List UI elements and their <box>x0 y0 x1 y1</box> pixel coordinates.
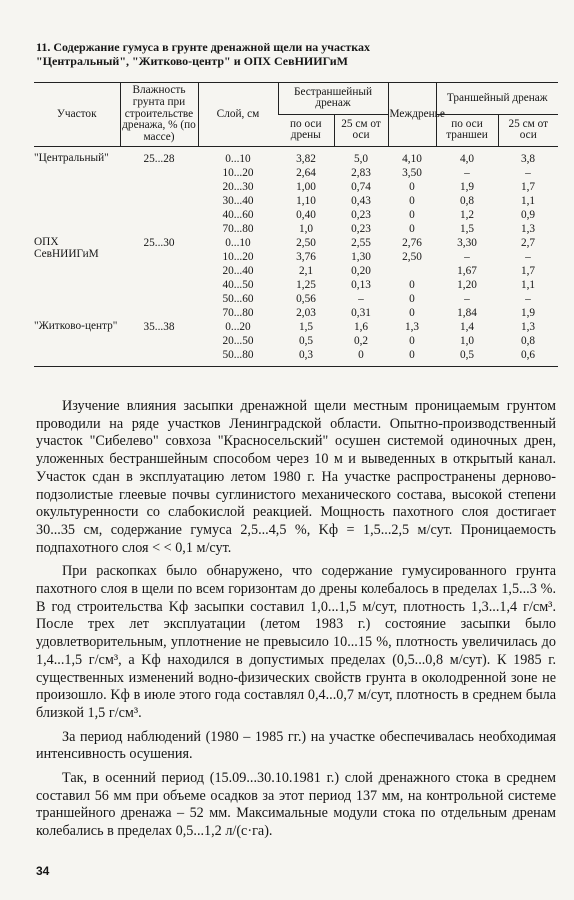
between-drains-cell: 2,50 <box>402 251 422 264</box>
empty-cell <box>120 209 198 223</box>
empty-cell <box>120 293 198 307</box>
trenchless-25cm-cell: 0,23 <box>351 223 371 236</box>
between-drains-cell: 0 <box>409 293 415 306</box>
layer-cell: 10...20 <box>222 167 254 180</box>
trenchless-axis-cell: 1,5 <box>298 321 314 334</box>
table-row <box>34 237 558 251</box>
table-row <box>34 307 558 321</box>
site-name: "Житково-центр" <box>34 319 118 332</box>
trench-axis-cell: 3,30 <box>457 237 477 250</box>
trenchless-25cm-cell: 0,74 <box>351 181 371 194</box>
empty-cell <box>34 209 120 223</box>
trench-axis-cell: 1,0 <box>459 335 475 348</box>
caption-line-2: "Центральный", "Житково-центр" и ОПХ СевНИИГиМ <box>36 54 348 68</box>
trenchless-25cm-cell: 0,31 <box>351 307 371 320</box>
moisture-value: 35...38 <box>143 321 175 334</box>
empty-cell <box>34 265 120 279</box>
empty-cell <box>120 223 198 237</box>
trench-axis-cell: 1,67 <box>457 265 477 278</box>
layer-cell: 40...50 <box>222 279 254 292</box>
empty-cell <box>120 195 198 209</box>
trenchless-axis-cell: 3,82 <box>296 153 316 166</box>
layer-cell: 0...10 <box>225 153 251 166</box>
between-drains-cell: 0 <box>409 195 415 208</box>
between-drains-cell: 0 <box>409 279 415 292</box>
paragraph-3: За период наблюдений (1980 – 1985 гг.) на участке обеспечивалась необходимая интенсивность осушения. <box>36 728 556 763</box>
layer-cell: 70...80 <box>222 307 254 320</box>
table-row <box>34 195 558 209</box>
body-text <box>36 398 556 841</box>
trenchless-axis-cell: 0,40 <box>296 209 316 222</box>
between-drains-cell: 4,10 <box>402 153 422 166</box>
trench-axis-cell: – <box>464 293 470 306</box>
trench-25cm-cell: 1,7 <box>520 265 536 278</box>
trench-25cm-cell: – <box>525 251 531 264</box>
table-row <box>34 321 558 335</box>
layer-cell: 20...30 <box>222 181 254 194</box>
empty-cell <box>120 181 198 195</box>
between-drains-cell: 0 <box>409 209 415 222</box>
trenchless-axis-cell: 1,10 <box>296 195 316 208</box>
layer-cell: 20...40 <box>222 265 254 278</box>
table-row <box>34 146 558 167</box>
trench-25cm-cell: 3,8 <box>520 153 536 166</box>
table-row <box>34 265 558 279</box>
between-drains-cell: 0 <box>409 307 415 320</box>
between-drains-cell: 1,3 <box>404 321 420 334</box>
header-trench-axis: по оси траншеи <box>436 114 498 146</box>
moisture-empty <box>120 167 198 181</box>
layer-cell: 0...10 <box>225 237 251 250</box>
trench-axis-cell: – <box>464 167 470 180</box>
trenchless-25cm-cell: 2,83 <box>351 167 371 180</box>
paragraph-1: Изучение влияния засыпки дренажной щели местным проницаемым грунтом проводили на ряде участков Ленинградской области. Опытно-производственный участок "Сибелево" совхоза "Красносельский" осушен системой одиночных дрен, уложенных бестраншейным способом через 10 м и выведенных в открытый канал. Участок сдан в эксплуатацию летом 1980 г. На участке распространены дерново-подзолистые глеевые почвы суглинистого механического состава, высокой степени окультуренности со слабокислой реакцией. Мощность пахотного слоя достигает 30...35 см, содержание гумуса 2,5...4,5 %, Kф = 1,5...2,5 м/сут. Проницаемость подпахотного слоя < < 0,1 м/сут. <box>36 398 556 556</box>
moisture-value: 25...28 <box>143 153 175 166</box>
trench-axis-cell: 1,20 <box>457 279 477 292</box>
between-drains-cell: 0 <box>409 223 415 236</box>
empty-cell <box>34 181 120 195</box>
empty-cell <box>34 307 120 321</box>
trench-axis-cell: 0,8 <box>459 195 475 208</box>
empty-cell <box>34 349 120 367</box>
trench-axis-cell: 1,9 <box>459 181 475 194</box>
trench-25cm-cell: 0,6 <box>498 349 558 367</box>
trenchless-25cm-cell: 5,0 <box>353 153 369 166</box>
trench-25cm-cell: 0,8 <box>520 335 536 348</box>
empty-cell <box>120 307 198 321</box>
layer-cell: 50...60 <box>222 293 254 306</box>
between-drains-cell <box>388 265 436 279</box>
site-name: ОПХ СевНИИГиМ <box>34 235 99 260</box>
trenchless-25cm-cell: 0,23 <box>351 209 371 222</box>
page-number: 34 <box>36 864 50 878</box>
layer-cell: 50...80 <box>198 349 278 367</box>
table-row <box>34 293 558 307</box>
trench-25cm-cell: 1,1 <box>520 195 536 208</box>
caption-line-1: 11. Содержание гумуса в грунте дренажной щели на участках <box>36 40 370 54</box>
humus-table <box>34 82 558 367</box>
moisture-value: 25...30 <box>143 237 175 250</box>
trenchless-25cm-cell: – <box>358 293 364 306</box>
trench-axis-cell: 1,5 <box>459 223 475 236</box>
layer-cell: 10...20 <box>222 251 254 264</box>
trenchless-25cm-cell: 1,30 <box>351 251 371 264</box>
empty-cell <box>120 279 198 293</box>
header-trenchless-25cm: 25 см от оси <box>334 114 388 146</box>
trenchless-axis-cell: 0,5 <box>298 335 314 348</box>
between-drains-cell: 3,50 <box>402 167 422 180</box>
empty-cell <box>34 293 120 307</box>
trench-25cm-cell: 0,9 <box>520 209 536 222</box>
trench-25cm-cell: 1,3 <box>520 321 536 334</box>
trench-25cm-cell: 1,1 <box>520 279 536 292</box>
layer-cell: 40...60 <box>222 209 254 222</box>
moisture-empty <box>120 251 198 265</box>
trenchless-25cm-cell: 0,13 <box>351 279 371 292</box>
between-drains-cell: 0 <box>388 349 436 367</box>
table-row <box>34 181 558 195</box>
table-row <box>34 223 558 237</box>
trench-25cm-cell: – <box>525 167 531 180</box>
paragraph-2: При раскопках было обнаружено, что содержание гумусированного грунта пахотного слоя в щели по всем горизонтам до дрены колебалось в пределах 1,5...3 %. В год строительства Kф засыпки составил 1,0...1,5 м/сут, плотность 1,3...1,4 г/см³. После трех лет эксплуатации (летом 1983 г.) состояние засыпки было удовлетворительным, уплотнение не превысило 10...15 %, плотность увеличилась до 1,4...1,5 г/см³, а Kф находился в допустимых пределах (0,5...0,8 м/сут). К 1985 г. существенных изменений водно-физических свойств грунта в околодренной зоне не произошло. Kф в июле этого года составлял 0,4...0,7 м/сут, плотность в среднем была близкой 1,5 г/см³. <box>36 563 556 721</box>
trench-axis-cell: 1,4 <box>459 321 475 334</box>
trenchless-axis-cell: 2,1 <box>298 265 314 278</box>
trench-axis-cell: 1,84 <box>457 307 477 320</box>
trenchless-axis-cell: 3,76 <box>296 251 316 264</box>
header-trenchless: Бестраншейный дренаж <box>278 83 388 115</box>
header-between-drains: Междренье <box>388 83 436 147</box>
site-name: "Центральный" <box>34 151 109 164</box>
table-row <box>34 349 558 367</box>
empty-cell <box>120 349 198 367</box>
paragraph-4: Так, в осенний период (15.09...30.10.1981 г.) слой дренажного стока в среднем составил 56 мм при объеме осадков за этот период 137 мм, на контрольной системе траншейного дренажа – 52 мм. Максимальные модули стока по отдельным дренам колебались в пределах 0,5...1,2 л/(с·га). <box>36 770 556 840</box>
trenchless-25cm-cell: 1,6 <box>353 321 369 334</box>
header-moisture: Влажность грунта при строительстве дренажа, % (по массе) <box>120 83 198 147</box>
trenchless-25cm-cell: 0,20 <box>351 265 371 278</box>
trench-25cm-cell: 2,7 <box>520 237 536 250</box>
trench-axis-cell: – <box>464 251 470 264</box>
trench-25cm-cell: 1,7 <box>520 181 536 194</box>
layer-cell: 20...50 <box>222 335 254 348</box>
table-caption <box>36 40 556 68</box>
header-trench: Траншейный дренаж <box>436 83 558 115</box>
trench-axis-cell: 4,0 <box>459 153 475 166</box>
trench-25cm-cell: – <box>525 293 531 306</box>
header-trenchless-axis: по оси дрены <box>278 114 334 146</box>
empty-cell <box>34 279 120 293</box>
layer-cell: 0...20 <box>225 321 251 334</box>
empty-cell <box>120 265 198 279</box>
moisture-empty <box>120 335 198 349</box>
empty-cell <box>34 223 120 237</box>
trench-25cm-cell: 1,3 <box>520 223 536 236</box>
trenchless-axis-cell: 2,50 <box>296 237 316 250</box>
trenchless-25cm-cell: 0,43 <box>351 195 371 208</box>
trenchless-axis-cell: 1,00 <box>296 181 316 194</box>
layer-cell: 30...40 <box>222 195 254 208</box>
header-trench-25cm: 25 см от оси <box>498 114 558 146</box>
empty-cell <box>34 195 120 209</box>
trenchless-axis-cell: 2,64 <box>296 167 316 180</box>
trenchless-axis-cell: 1,0 <box>298 223 314 236</box>
header-site: Участок <box>34 83 120 147</box>
trenchless-axis-cell: 0,3 <box>278 349 334 367</box>
trench-25cm-cell: 1,9 <box>520 307 536 320</box>
between-drains-cell: 0 <box>409 335 415 348</box>
trench-axis-cell: 0,5 <box>436 349 498 367</box>
trench-axis-cell: 1,2 <box>459 209 475 222</box>
layer-cell: 70...80 <box>222 223 254 236</box>
between-drains-cell: 0 <box>409 181 415 194</box>
trenchless-axis-cell: 0,56 <box>296 293 316 306</box>
trenchless-25cm-cell: 0 <box>334 349 388 367</box>
table-body <box>34 146 558 366</box>
between-drains-cell: 2,76 <box>402 237 422 250</box>
table-row <box>34 279 558 293</box>
table-row <box>34 209 558 223</box>
trenchless-25cm-cell: 2,55 <box>351 237 371 250</box>
trenchless-25cm-cell: 0,2 <box>353 335 369 348</box>
trenchless-axis-cell: 1,25 <box>296 279 316 292</box>
trenchless-axis-cell: 2,03 <box>296 307 316 320</box>
header-layer: Слой, см <box>198 83 278 147</box>
